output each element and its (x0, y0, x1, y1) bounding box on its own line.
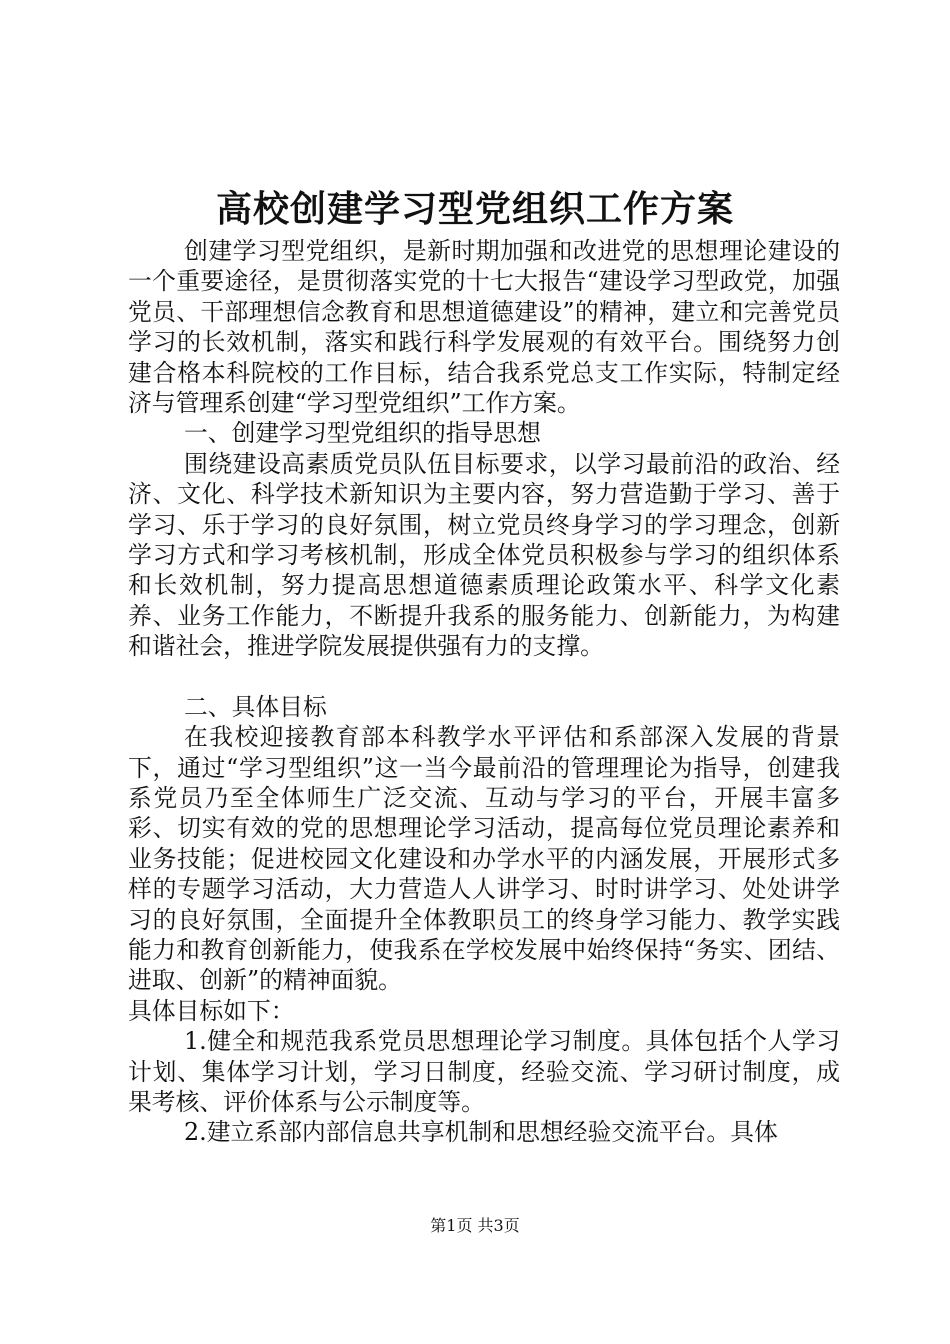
document-title: 高校创建学习型党组织工作方案 (215, 188, 734, 230)
document-body (128, 236, 840, 1148)
paragraph-intro: 创建学习型党组织，是新时期加强和改进党的思想理论建设的一个重要途径，是贯彻落实党的十七大报告“建设学习型政党，加强党员、干部理想信念教育和思想道德建设”的精神，建立和完善党员学习的长效机制，落实和践行科学发展观的有效平台。围绕努力创建合格本科院校的工作目标，结合我系党总支工作实际，特制定经济与管理系创建“学习型党组织”工作方案。 (128, 237, 840, 418)
paragraph-goals-intro: 具体目标如下： (128, 996, 295, 1025)
page-footer: 第1页 共3页 (430, 1216, 520, 1235)
list-item-goal-2: 2.建立系部内部信息共享机制和思想经验交流平台。具体 (184, 1118, 778, 1147)
paragraph-specific-goals: 在我校迎接教育部本科教学水平评估和系部深入发展的背景下，通过“学习型组织”这一当今最前沿的管理理论为指导，创建我系党员乃至全体师生广泛交流、互动与学习的平台，开展丰富多彩、切实有效的党的思想理论学习活动，提高每位党员理论素养和业务技能；促进校园文化建设和办学水平的内涵发展，开展形式多样的专题学习活动，大力营造人人讲学习、时时讲学习、处处讲学习的良好氛围，全面提升全体教职员工的终身学习能力、教学实践能力和教育创新能力，使我系在学校发展中始终保持“务实、团结、进取、创新”的精神面貌。 (128, 723, 840, 995)
section-heading-guiding-ideology: 一、创建学习型党组织的指导思想 (184, 419, 541, 448)
list-item-goal-1: 1.健全和规范我系党员思想理论学习制度。具体包括个人学习计划、集体学习计划，学习日制度，经验交流、学习研讨制度，成果考核、评价体系与公示制度等。 (128, 1027, 840, 1116)
paragraph-guiding-ideology: 围绕建设高素质党员队伍目标要求，以学习最前沿的政治、经济、文化、科学技术新知识为主要内容，努力营造勤于学习、善于学习、乐于学习的良好氛围，树立党员终身学习的学习理念，创新学习方式和学习考核机制，形成全体党员积极参与学习的组织体系和长效机制，努力提高思想道德素质理论政策水平、科学文化素养、业务工作能力，不断提升我系的服务能力、创新能力，为构建和谐社会，推进学院发展提供强有力的支撑。 (128, 449, 840, 661)
section-heading-specific-goals: 二、具体目标 (184, 692, 327, 721)
